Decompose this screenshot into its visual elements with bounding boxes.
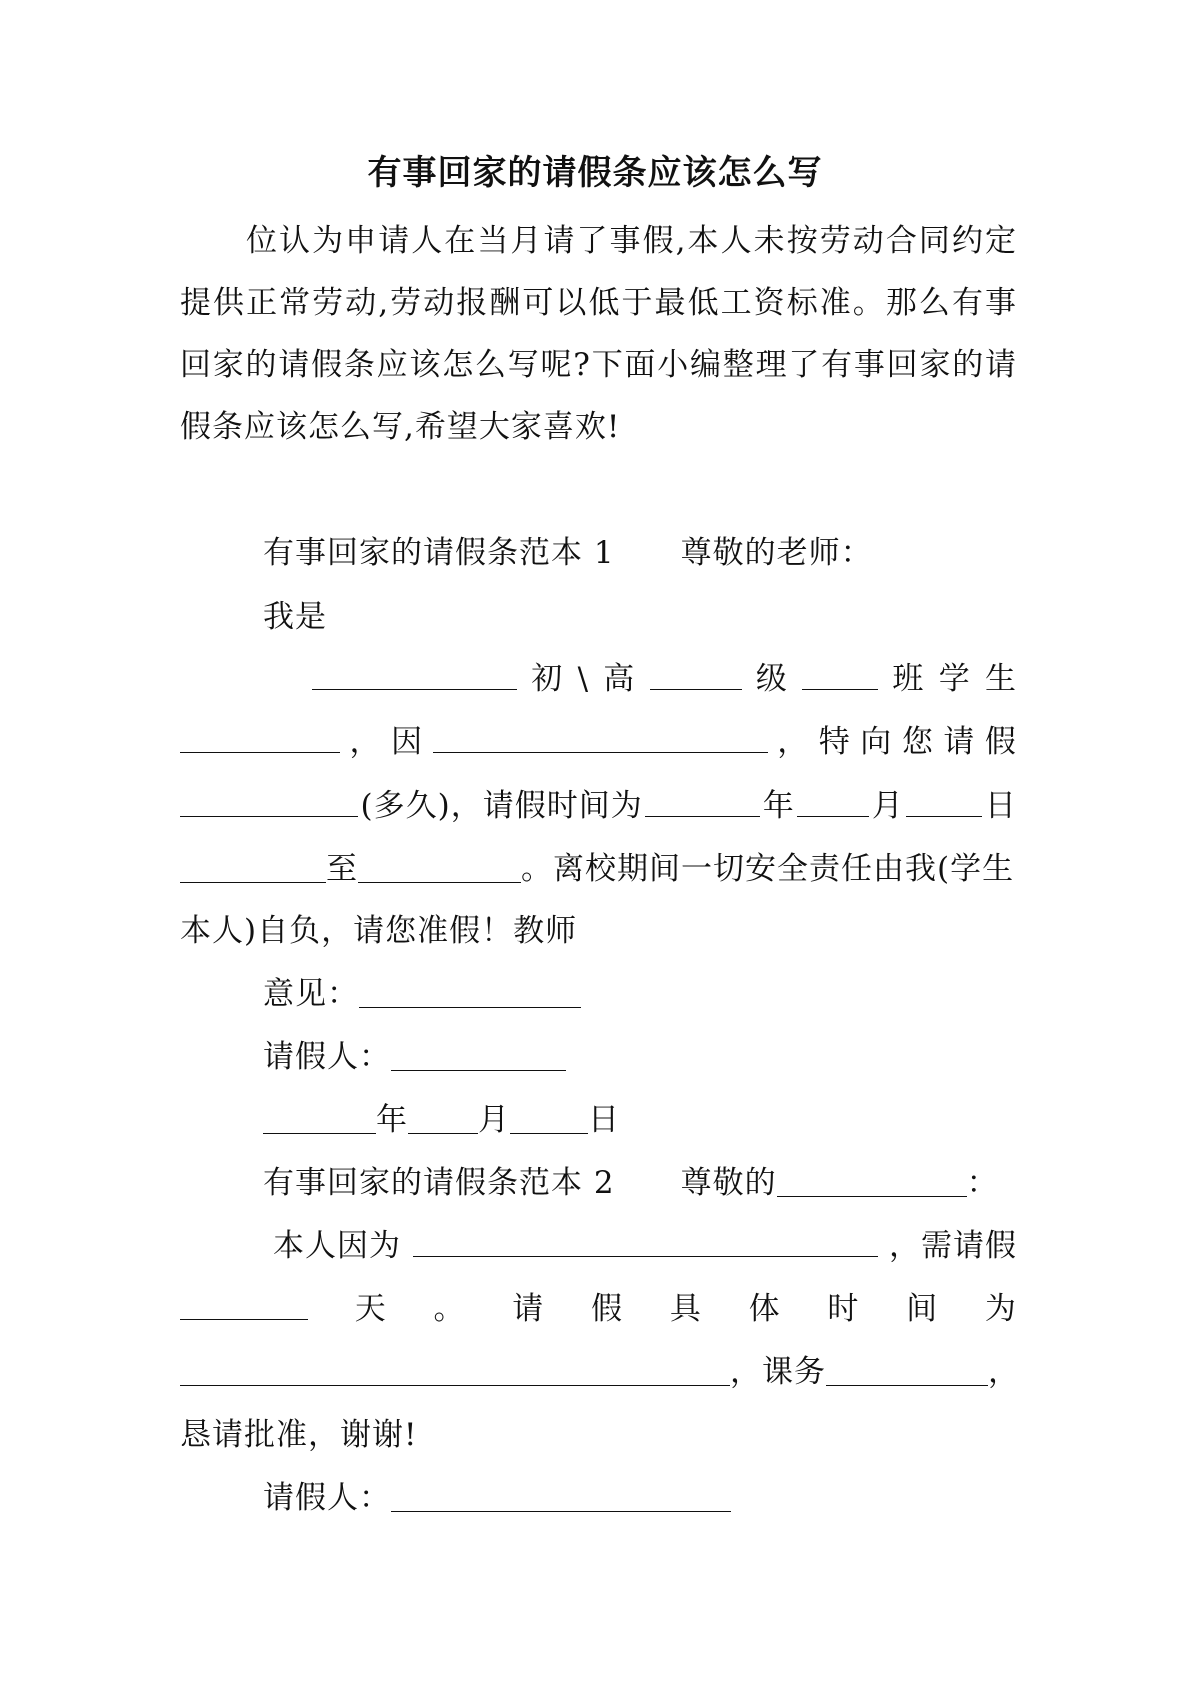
text-to: 至 <box>326 851 358 887</box>
text-comma2: ， <box>777 724 810 760</box>
blank-from <box>180 852 326 883</box>
blank-to <box>358 852 521 883</box>
text-ji: 级 <box>755 661 788 697</box>
blank-grade <box>650 659 742 690</box>
text-xue: 学 <box>938 661 971 697</box>
text-wei: 为 <box>984 1291 1017 1327</box>
text-date-month: 月 <box>478 1102 510 1138</box>
text-date-year: 年 <box>376 1102 408 1138</box>
sample2-heading-line <box>263 1163 999 1203</box>
text-sheng: 生 <box>984 661 1017 697</box>
text-responsibility: 。离校期间一切安全责任由我(学生 <box>521 851 1015 887</box>
sample1-self: 本人)自负，请您准假！教师 <box>180 913 578 949</box>
blank-time <box>180 1355 730 1386</box>
blank-reason <box>433 722 768 753</box>
sample1-reason-line <box>180 722 1017 762</box>
text-stop: 。 <box>433 1291 466 1327</box>
text-how-long: (多久)，请假时间为 <box>360 788 643 824</box>
text-date-day: 日 <box>588 1102 620 1138</box>
text-ju: 具 <box>669 1291 702 1327</box>
text-gao: 高 <box>603 661 636 697</box>
blank-course <box>826 1355 988 1386</box>
text-xiang: 向 <box>860 724 893 760</box>
sample1-i-am: 我是 <box>263 599 327 635</box>
intro-paragraph: 位认为申请人在当月请了事假,本人未按劳动合同约定提供正常劳动,劳动报酬可以低于最低工资标准。那么有事回家的请假条应该怎么写呢?下面小编整理了有事回家的请假条应该怎么写,希望大家喜欢! <box>180 223 1017 445</box>
text-applicant2: 请假人： <box>263 1480 391 1516</box>
text-d-qing: 请 <box>512 1291 545 1327</box>
text-qing: 请 <box>943 724 976 760</box>
text-day: 日 <box>984 788 1017 824</box>
blank-opinion <box>359 977 581 1008</box>
text-need-leave: ，需请假 <box>889 1228 1017 1264</box>
text-tian: 天 <box>354 1291 387 1327</box>
text-yin: 因 <box>391 724 424 760</box>
blank-applicant1 <box>391 1040 566 1071</box>
text-te: 特 <box>818 724 851 760</box>
sample1-duration-line <box>180 786 1017 826</box>
text-because: 本人因为 <box>273 1228 401 1264</box>
sample2-approve: 恳请批准，谢谢! <box>180 1417 418 1453</box>
text-jian: 间 <box>906 1291 939 1327</box>
sample2-days-line <box>180 1289 1017 1329</box>
blank-recipient <box>777 1166 967 1197</box>
text-ban: 班 <box>892 661 925 697</box>
text-jia: 假 <box>984 724 1017 760</box>
blank-date-year <box>263 1103 376 1134</box>
text-nin: 您 <box>901 724 934 760</box>
text-comma: ， <box>988 1354 1020 1390</box>
blank-name <box>312 659 517 690</box>
blank-duration <box>180 786 358 817</box>
text-chu: 初 <box>531 661 564 697</box>
text-comma1: ， <box>349 724 382 760</box>
sample2-heading: 有事回家的请假条范本 2 <box>263 1165 615 1201</box>
sample2-salutation-suffix: ： <box>966 1165 999 1201</box>
sample1-to-line <box>180 849 1014 889</box>
sample1-opinion-line <box>263 974 581 1014</box>
blank-date-month <box>408 1103 478 1134</box>
sample1-applicant-line <box>263 1037 566 1077</box>
sample2-reason-line <box>273 1226 1017 1266</box>
sample1-heading: 有事回家的请假条范本 1 <box>263 535 615 571</box>
blank-date-day <box>510 1103 588 1134</box>
text-year: 年 <box>762 788 795 824</box>
text-shi: 时 <box>827 1291 860 1327</box>
blank-reason2 <box>413 1226 878 1257</box>
blank-year <box>645 786 760 817</box>
blank-days <box>180 1289 308 1320</box>
text-d-jia: 假 <box>591 1291 624 1327</box>
text-applicant1: 请假人： <box>263 1039 391 1075</box>
blank-class <box>802 659 878 690</box>
text-ti: 体 <box>748 1291 781 1327</box>
sample1-date-line <box>263 1100 620 1140</box>
sample2-applicant-line <box>263 1478 731 1518</box>
text-sep: \ <box>577 661 590 697</box>
sample1-salutation: 尊敬的老师： <box>680 535 873 571</box>
blank-month <box>797 786 869 817</box>
sample1-heading-line <box>263 533 873 573</box>
text-course: ，课务 <box>730 1354 826 1390</box>
blank-student <box>180 722 340 753</box>
sample2-salutation-prefix: 尊敬的 <box>680 1165 777 1201</box>
sample1-class-line <box>312 659 1017 699</box>
blank-applicant2 <box>391 1481 731 1512</box>
document-title: 有事回家的请假条应该怎么写 <box>367 153 823 193</box>
blank-day <box>906 786 982 817</box>
text-month: 月 <box>871 788 904 824</box>
text-opinion: 意见： <box>263 976 359 1012</box>
sample2-time-line <box>180 1352 1020 1392</box>
